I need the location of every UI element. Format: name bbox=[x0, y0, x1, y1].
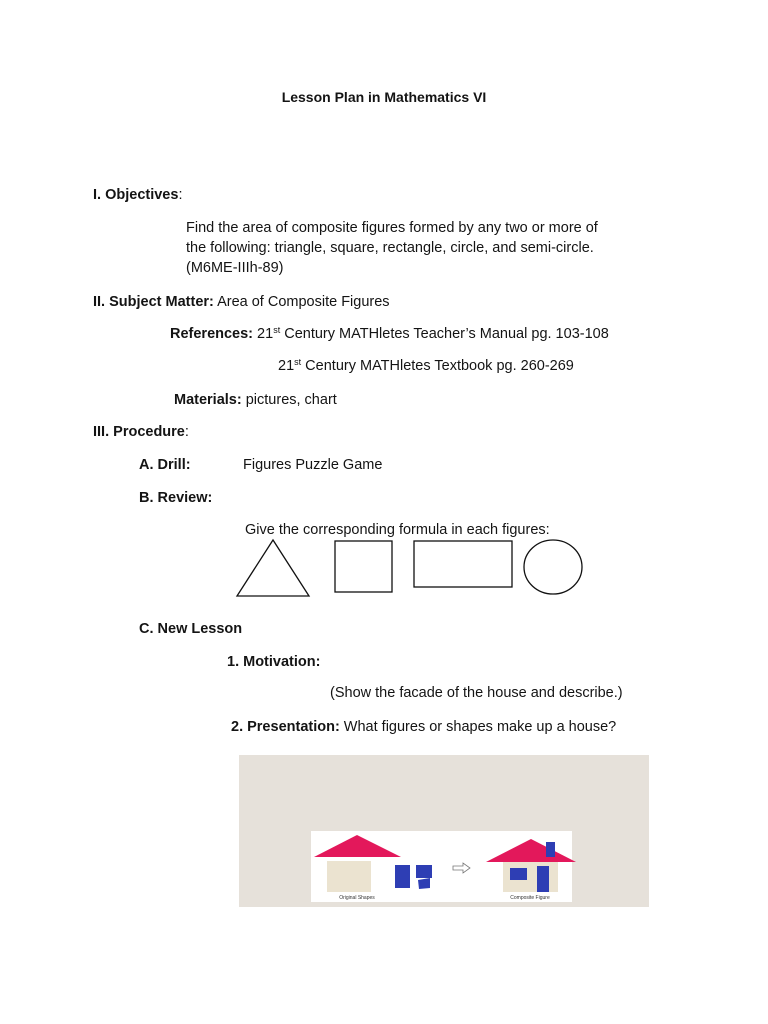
reference-2-sup: st bbox=[294, 357, 302, 367]
objectives-label: I. Objectives bbox=[93, 187, 179, 203]
references-label: References: bbox=[170, 326, 254, 342]
objective-line-3: (M6ME-IIIh-89) bbox=[186, 260, 284, 276]
reference-1-text: Century MATHletes Teacher’s Manual pg. 103-108 bbox=[280, 326, 609, 342]
reference-1 bbox=[170, 325, 609, 343]
window-composite bbox=[510, 868, 527, 880]
objective-line-1: Find the area of composite figures formed by any two or more of bbox=[186, 220, 598, 236]
presentation bbox=[231, 718, 616, 736]
objectives-colon: : bbox=[178, 187, 183, 203]
subject-matter-label: II. Subject Matter: bbox=[93, 294, 214, 310]
circle-shape bbox=[524, 540, 582, 594]
composite-figure-caption: Composite Figure bbox=[510, 895, 550, 901]
door-composite bbox=[537, 866, 549, 892]
procedure-heading bbox=[93, 423, 189, 441]
triangle-shape bbox=[237, 540, 309, 596]
house-figure bbox=[239, 755, 649, 907]
door-rect-original bbox=[395, 865, 410, 888]
chimney-composite bbox=[546, 842, 555, 857]
procedure-colon: : bbox=[184, 424, 189, 440]
reference-2-text: Century MATHletes Textbook pg. 260-269 bbox=[301, 358, 574, 374]
page-title: Lesson Plan in Mathematics VI bbox=[281, 89, 487, 105]
materials-label: Materials: bbox=[174, 392, 242, 408]
subject-matter-text: Area of Composite Figures bbox=[213, 294, 390, 310]
wall-square-original bbox=[327, 861, 371, 892]
original-shapes-caption: Original Shapes bbox=[339, 895, 375, 901]
reference-2 bbox=[278, 357, 574, 375]
materials-text: pictures, chart bbox=[241, 392, 337, 408]
procedure-label: III. Procedure bbox=[93, 424, 185, 440]
presentation-text: What figures or shapes make up a house? bbox=[339, 719, 617, 735]
drill-label: A. Drill: bbox=[139, 457, 191, 473]
reference-1-num: 21 bbox=[253, 326, 274, 342]
window-rect-original bbox=[416, 865, 432, 878]
subject-matter bbox=[93, 293, 390, 311]
rectangle-shape bbox=[414, 541, 512, 587]
square-shape bbox=[335, 541, 392, 592]
review-instruction: Give the corresponding formula in each figures: bbox=[245, 522, 550, 538]
reference-1-sup: st bbox=[273, 325, 281, 335]
review-shapes bbox=[230, 535, 590, 601]
motivation-label: 1. Motivation: bbox=[227, 654, 321, 670]
objectives-heading bbox=[93, 186, 182, 204]
materials bbox=[174, 391, 337, 409]
motivation-text: (Show the facade of the house and describe.) bbox=[330, 685, 623, 701]
objective-line-2: the following: triangle, square, rectangle, circle, and semi-circle. bbox=[186, 240, 594, 256]
drill-text: Figures Puzzle Game bbox=[243, 457, 383, 473]
new-lesson-label: C. New Lesson bbox=[139, 621, 243, 637]
reference-2-num: 21 bbox=[278, 358, 295, 374]
presentation-label: 2. Presentation: bbox=[231, 719, 340, 735]
review-label: B. Review: bbox=[139, 490, 213, 506]
